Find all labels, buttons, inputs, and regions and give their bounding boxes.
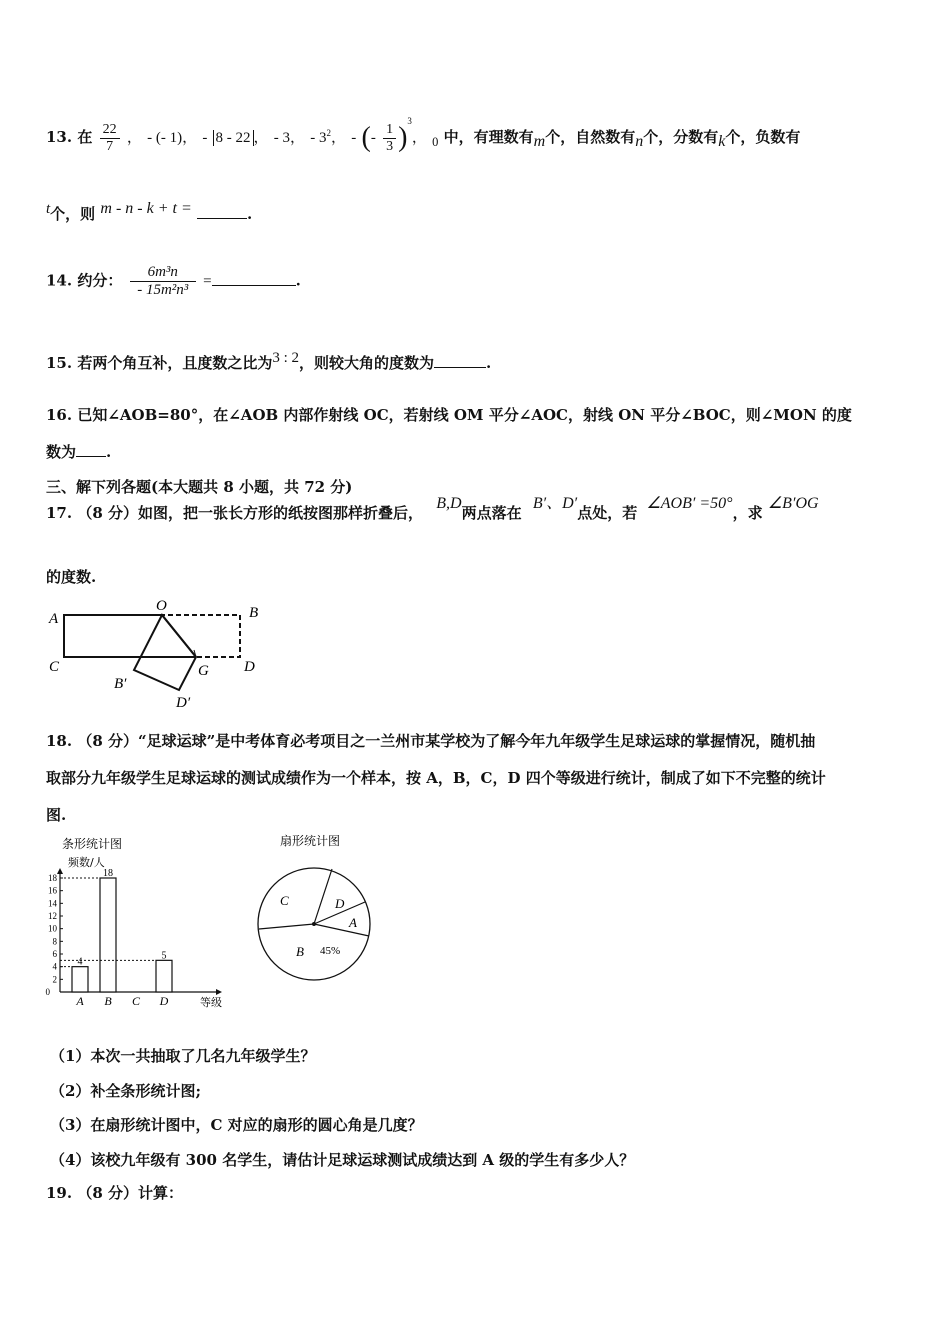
q13-item7: 0 [432,135,439,149]
q13-item6-frac [383,122,396,155]
q13-var-t: t [46,201,51,217]
q18-sub3 [50,1114,423,1135]
q13-text-b: 个，自然数有 [545,128,636,146]
bar-ytick-label: 16 [48,885,57,896]
pie-annotation-b: 45% [320,945,341,957]
fig-label-d-prime: D′ [176,695,191,710]
q13-text-d: 个，负数有 [725,128,801,146]
q17-score: （8 分） [77,504,139,522]
bar-ytick-label: 8 [52,936,57,947]
q18-sub1-text: （1）本次一共抽取了几名九年级学生？ [50,1047,316,1065]
q13-item6-num: 1 [383,122,396,139]
q13-text-c: 个，分数有 [643,128,719,146]
bar-x-arrow [216,989,222,995]
q17-text-line2: 的度数. [46,568,97,586]
pie-chart-title: 扇形统计图 [280,834,341,848]
q17-folding-figure [44,595,274,710]
q13-text-a: 中，有理数有 [443,128,534,146]
q14-number: 14. [46,271,73,290]
q15-text-b: ，则较大角的度数为 [299,354,435,372]
q13-in-word: 在 [77,128,93,146]
q19-text: 计算： [138,1184,184,1202]
q19-line [46,1182,183,1203]
q14-equals: = [203,273,212,290]
pie-label-d: D [335,896,345,911]
q17-text-b: 两点落在 [461,504,522,522]
q13-item6-inner-sign: - [370,130,376,146]
q17-angle-bog: ∠B′OG [767,495,819,512]
q14-answer-blank [212,285,296,286]
fig-label-d: D [244,659,255,675]
bar-category-D: D [159,994,169,1008]
q18-text-line1: “足球运球”是中考体育必考项目之一兰州市某学校为了解今年九年级学生足球运球的掌握情况，随机抽 [138,732,816,750]
q13-answer-blank [197,218,247,219]
bar-chart-bars [60,868,172,992]
bar-ytick-label: 10 [48,923,57,934]
bar-D [156,960,172,992]
q15-text-a: 若两个角互补，且度数之比为 [77,354,273,372]
q17-points-bd: B,D [436,495,462,512]
q13-item4: - 3 [273,130,291,146]
bar-data-label-D: 5 [161,950,167,962]
q13-var-n: n [635,133,644,150]
q18-number: 18. [46,732,73,750]
bar-ytick-label: 18 [48,873,57,883]
q18-sub4-text: （4）该校九年级有 300 名学生，请估计足球运球测试成绩达到 A 级的学生有多少人？ [50,1151,635,1169]
q13-expression: m - n - k + t = [100,200,192,217]
q17-angle-aob: ∠AOB′ =50° [646,495,733,512]
q18-line1 [46,730,815,751]
pie-chart [250,830,380,990]
q14-fraction [130,264,196,299]
bar-chart-ylabel: 频数/人 [68,856,105,869]
q13-item6-exp: 3 [407,116,412,126]
section3-text: 三、解下列各题(本大题共 8 小题，共 72 分) [46,478,353,496]
pie-label-b: B [296,944,304,959]
q18-sub2-text: （2）补全条形统计图; [50,1082,201,1100]
q14-numerator: 6m³n [130,264,196,282]
q18-sub3-text: （3）在扇形统计图中，C 对应的扇形的圆心角是几度？ [50,1116,423,1134]
q19-score: （8 分） [77,1184,139,1202]
q18-text-line3: 图. [46,806,67,824]
fig-label-b-prime: B′ [114,676,127,692]
bar-A [72,967,88,992]
q17-text-a: 如图，把一张长方形的纸按图那样折叠后， [138,504,424,522]
q17-points-bd-prime: B′、D′ [532,495,578,512]
q18-line2 [46,767,826,788]
q13-text-e: 个，则 [50,205,96,223]
q17-number: 17. [46,504,73,522]
bar-data-label-A: 4 [77,956,83,968]
q13-item5-base: - 3 [310,130,327,146]
bar-category-B: B [104,994,112,1008]
bar-category-A: A [76,994,84,1008]
fig-label-a: A [49,611,59,627]
q19-number: 19. [46,1184,73,1202]
q18-sub1 [50,1045,315,1066]
q13-frac-num: 22 [100,122,120,139]
q13-var-k: k [718,133,726,150]
q18-sub4 [50,1149,634,1170]
q13-line2 [46,200,252,224]
q16-answer-blank [76,456,106,457]
bar-B [100,878,116,992]
bar-ytick-label: 14 [48,898,57,909]
fig-folded-flap [134,615,196,690]
q13-item5-exp: 2 [326,128,332,138]
q16-number: 16. [46,406,73,424]
q13-number: 13. [46,128,73,146]
q15-number: 15. [46,354,73,372]
bar-chart [40,830,240,1010]
pie-divider-cd [314,869,332,924]
q13-item2: - (- 1) [147,130,183,146]
q17-line1 [46,495,819,523]
q13-end: . [247,205,253,223]
section3-heading [46,476,352,497]
bar-data-label-B: 18 [103,868,113,879]
q13-item3-abs: 8 - 22 [213,130,254,146]
q16-text-line1: 已知∠AOB=80°，在∠AOB 内部作射线 OC，若射线 OM 平分∠AOC，射线 ON 平分∠BOC，则∠MON 的度 [77,406,852,424]
q18-score: （8 分） [77,732,139,750]
q15-ratio: 3 : 2 [272,350,300,366]
q16-line2 [46,441,111,462]
q15-answer-blank [434,367,486,368]
q16-end: . [106,443,112,461]
q13-var-m: m [533,133,546,150]
fig-label-c: C [49,659,60,675]
bar-chart-title: 条形统计图 [62,837,123,851]
bar-category-C: C [131,994,141,1008]
bar-y-arrow [57,868,63,874]
q14-label: 约分： [77,271,123,290]
fig-label-o: O [156,598,167,614]
pie-label-a: A [349,915,357,930]
q16-text-line2: 数为 [46,443,77,461]
bar-ytick-label: 0 [45,987,50,997]
q15-line [46,350,491,373]
q16-line1 [46,404,852,425]
q18-sub2 [50,1080,201,1101]
pie-divider-ab [314,924,369,936]
q14-end: . [295,271,301,290]
bar-ytick-label: 2 [52,974,57,985]
q18-text-line2: 取部分九年级学生足球运球的测试成绩作为一个样本，按 A，B，C，D 四个等级进行统计，制成了如下不完整的统计 [46,769,826,787]
q15-end: . [486,354,492,372]
q13-item3-prefix: - [202,130,208,146]
pie-center [312,922,316,926]
q13-item6-prefix: - [351,130,357,146]
bar-chart-categories [75,994,168,1008]
q18-line3 [46,804,66,825]
fig-label-g: G [198,663,209,679]
pie-divider-bc [259,924,314,929]
q17-text-c: 点处，若 [577,504,638,522]
q14-denominator: - 15m²n³ [137,282,189,298]
q17-line2 [46,566,96,587]
bar-ytick-label: 4 [52,961,57,972]
bar-ytick-label: 6 [52,949,57,959]
q13-item6-den: 3 [386,138,394,154]
bar-ytick-label: 12 [48,911,57,921]
q17-text-d: ，求 [732,504,763,522]
q13-fraction [100,122,120,155]
fig-label-b: B [249,605,259,621]
q13-frac-den: 7 [106,138,114,154]
fig-folded-edges [64,615,196,657]
bar-chart-xlabel: 等级 [200,996,222,1009]
pie-label-c: C [280,893,289,908]
q14-line [46,264,301,299]
q13-line1: 13. 在 $\frac{22}{7}$ ， - (- 1)， - 8 - 22 ， - 3， - $3^2$， - (- $\frac{1}{3}$ )$^3$， $_0$ 中，有理数有$_m$个，自然数有$_n$个，分数有$_k$个，负数有 [46,116,801,154]
